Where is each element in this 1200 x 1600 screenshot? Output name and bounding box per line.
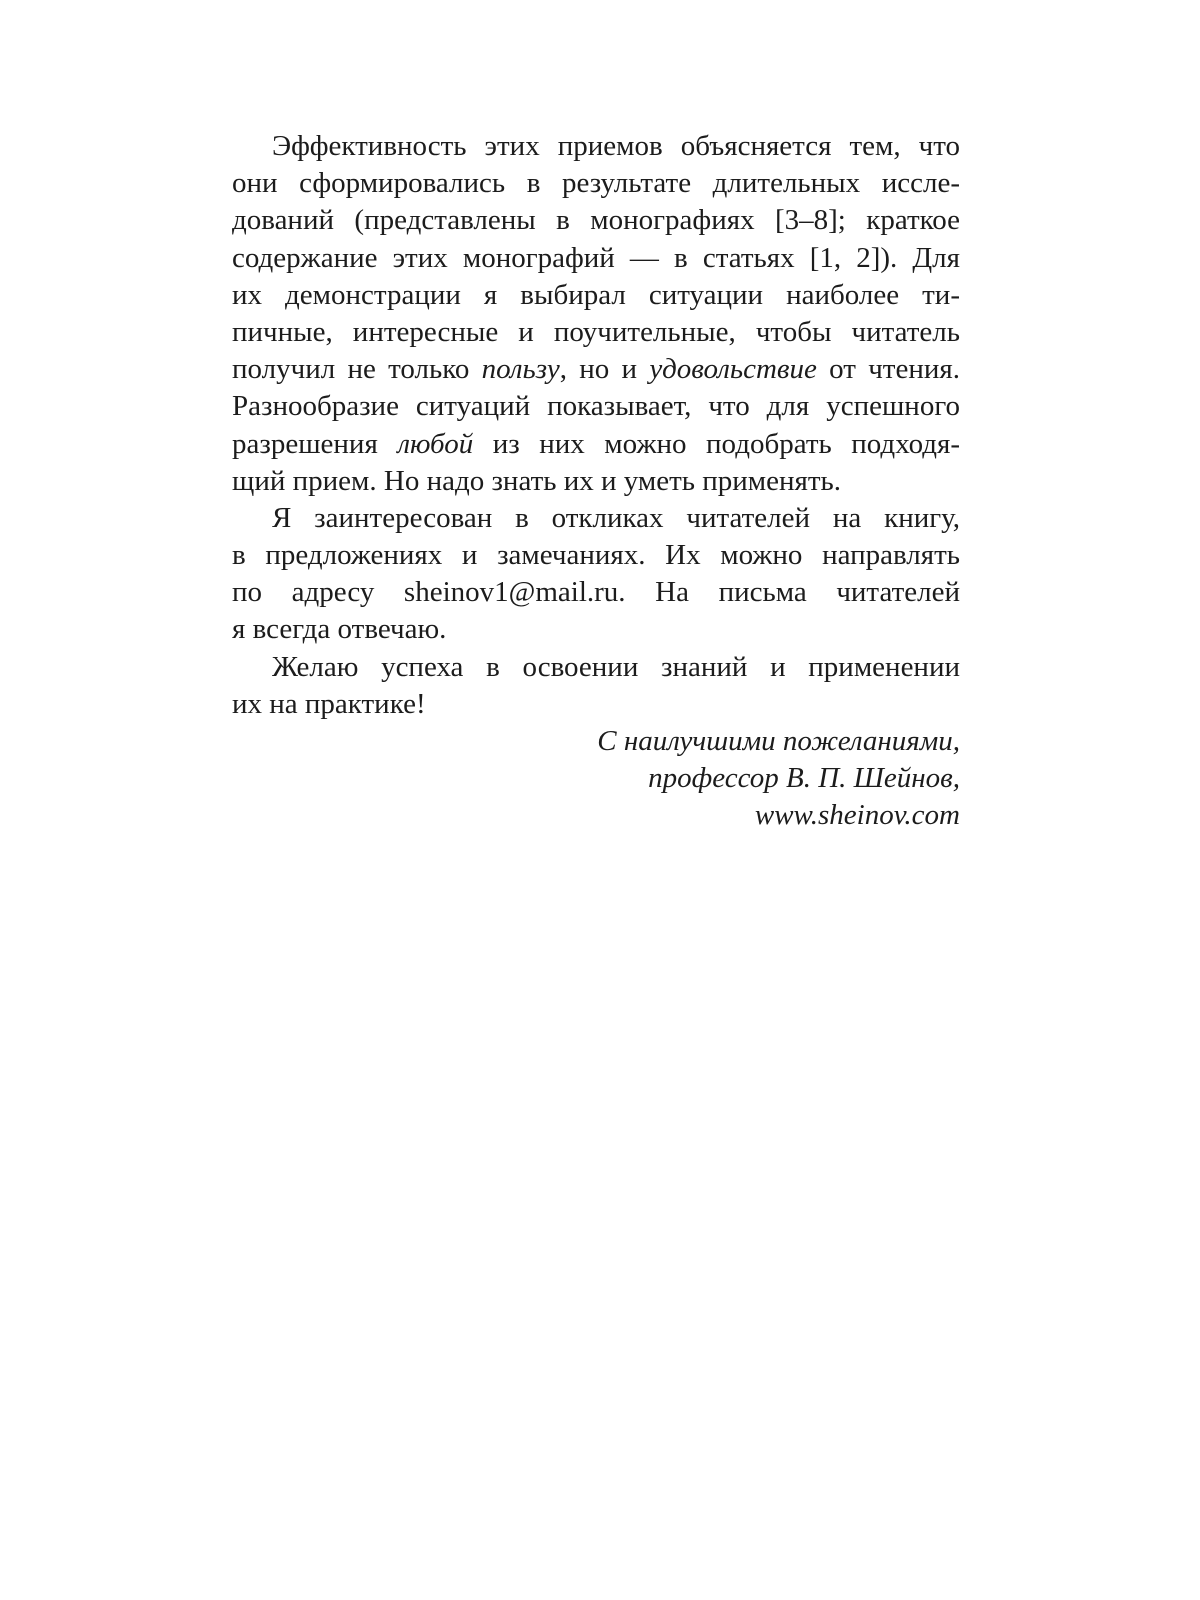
text-line: Разнообразие ситуаций показывает, что для успешного — [232, 390, 960, 423]
paragraph — [232, 128, 960, 500]
text-line: они сформировались в результате длительных иссле- — [232, 167, 960, 200]
emphasis-text: удовольствие — [649, 353, 817, 386]
text-line: Желаю успеха в освоении знаний и применении — [272, 650, 960, 683]
text-line: содержание этих монографий — в статьях [1, 2]). Для — [232, 241, 960, 274]
text-line: их демонстрации я выбирал ситуации наиболее ти- — [232, 278, 960, 311]
text-line: в предложениях и замечаниях. Их можно направлять — [232, 539, 960, 572]
text-line: дований (представлены в монографиях [3–8]; краткое — [232, 204, 960, 237]
signature-closing: С наилучшими пожеланиями, — [597, 725, 960, 757]
text-line: по адресу sheinov1@mail.ru. На письма читателей — [232, 576, 960, 609]
text-line: их на практике! — [232, 687, 426, 720]
text-line: Я заинтересован в откликах читателей на книгу, — [272, 501, 960, 534]
signature-block — [232, 723, 960, 835]
emphasis-text: любой — [397, 427, 474, 460]
signature-website: www.sheinov.com — [754, 799, 960, 832]
signature-author: профессор В. П. Шейнов, — [648, 762, 960, 795]
text-line: получил не только пользу, но и удовольствие от чтения. — [232, 353, 960, 386]
emphasis-text: пользу — [481, 353, 560, 386]
body-text — [232, 128, 960, 835]
paragraph — [232, 500, 960, 649]
text-line: разрешения любой из них можно подобрать подходя- — [232, 427, 961, 460]
text-line: Эффективность этих приемов объясняется тем, что — [272, 130, 960, 162]
paragraph — [232, 649, 960, 723]
text-line: я всегда отвечаю. — [232, 613, 447, 646]
text-line: щий прием. Но надо знать их и уметь применять. — [232, 464, 842, 497]
text-line: пичные, интересные и поучительные, чтобы читатель — [232, 315, 960, 348]
